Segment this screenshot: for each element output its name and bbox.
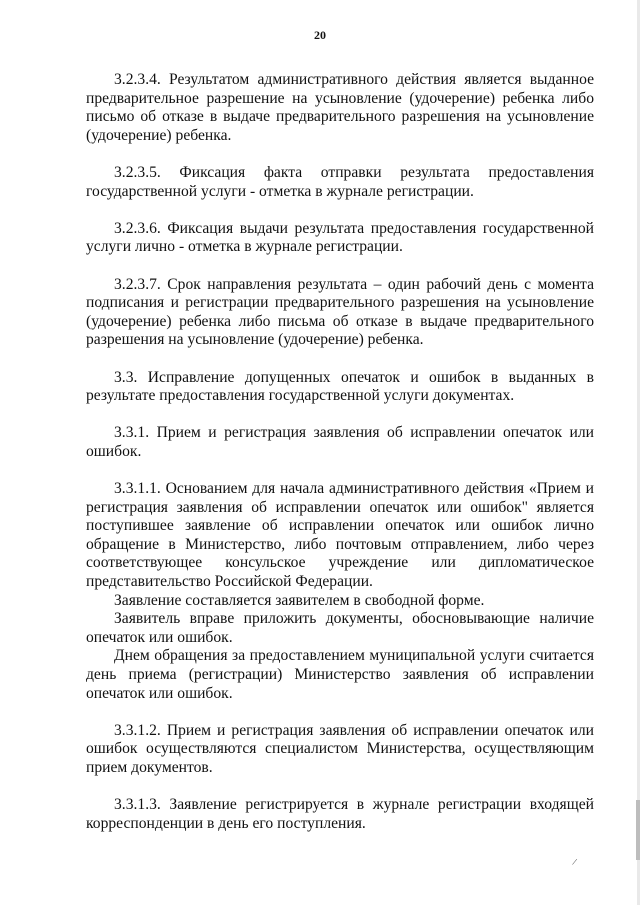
paragraph-3-3-1: 3.3.1. Прием и регистрация заявления об исправлении опечаток или ошибок. [86, 424, 594, 460]
paragraph-3-2-3-7: 3.2.3.7. Срок направления результата – один рабочий день с момента подписания и регистрации предварительного разрешения на усыновление (удочерение) ребенка либо письма об отказе в выдаче предварительного разрешения на усыновление (удочерение) ребенка. [86, 275, 594, 349]
paragraph-3-3-1-2: 3.3.1.2. Прием и регистрация заявления об исправлении опечаток или ошибок осуществляются специалистом Министерства, осуществляющим прием документов. [86, 721, 594, 776]
paragraph-3-3-1-1: 3.3.1.1. Основанием для начала административного действия «Прием и регистрация заявления об исправлении опечаток или ошибок" является поступившее заявление об исправлении опечаток или ошибок лично обращение в Министерство, либо почтовым отправлением, либо через соответствующее консульское учреждение или дипломатическое представительство Российской Федерации. [86, 480, 594, 591]
page-number: 20 [314, 28, 326, 42]
paragraph-3-2-3-5: 3.2.3.5. Фиксация факта отправки результата предоставления государственной услуги - отметка в журнале регистрации. [86, 163, 594, 200]
paragraph-3-3-1-3: 3.3.1.3. Заявление регистрируется в журнале регистрации входящей корреспонденции в день его поступления. [86, 796, 594, 832]
scan-edge-mark [636, 800, 640, 860]
scan-speck: / [571, 856, 578, 869]
paragraph-3-2-3-4: 3.2.3.4. Результатом административного действия является выданное предварительное разрешение на усыновление (удочерение) ребенка либо письмо об отказе в выдаче предварительного разрешения на усыновление (удочерение) ребенка. [86, 71, 594, 144]
paragraph-free-form: Заявление составляется заявителем в свободной форме. [114, 591, 485, 609]
paragraph-3-3: 3.3. Исправление допущенных опечаток и ошибок в выданных в результате предоставления государственной услуги документах. [86, 368, 594, 405]
paragraph-request-date: Днем обращения за предоставлением муниципальной услуги считается день приема (регистрации) Министерство заявления об исправлении опечаток или ошибок. [86, 647, 594, 702]
paragraph-attach-documents: Заявитель вправе приложить документы, обосновывающие наличие опечаток или ошибок. [86, 610, 594, 646]
document-body [86, 71, 594, 833]
paragraph-3-2-3-6: 3.2.3.6. Фиксация выдачи результата предоставления государственной услуги лично - отметка в журнале регистрации. [86, 219, 594, 256]
